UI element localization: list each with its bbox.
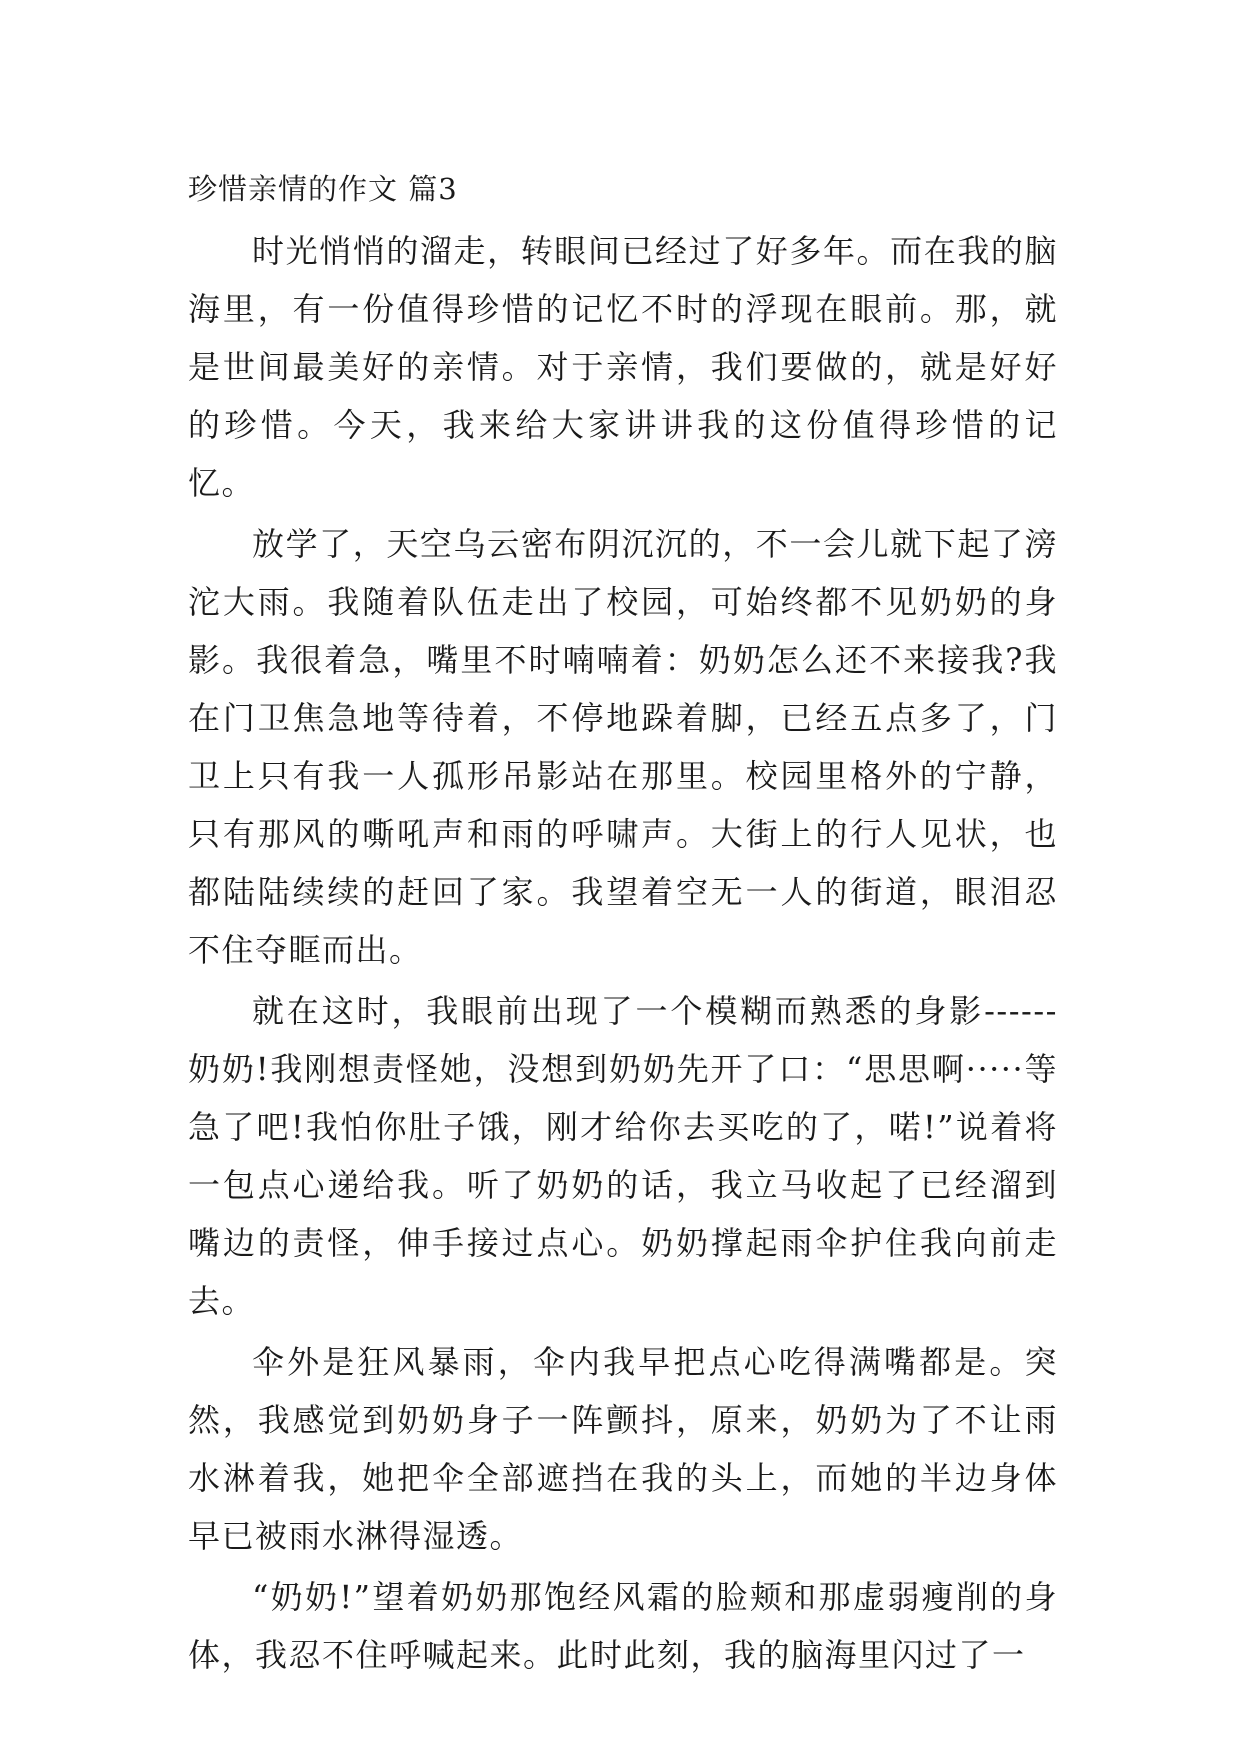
paragraph-2: 放学了，天空乌云密布阴沉沉的，不一会儿就下起了滂沱大雨。我随着队伍走出了校园，可始终都不见奶奶的身影。我很着急，嘴里不时喃喃着：奶奶怎么还不来接我?我在门卫焦急地等待着，不停地跺着脚，已经五点多了，门卫上只有我一人孤形吊影站在那里。校园里格外的宁静，只有那风的嘶吼声和雨的呼啸声。大街上的行人见状，也都陆陆续续的赶回了家。我望着空无一人的街道，眼泪忍不住夺眶而出。 bbox=[188, 525, 1058, 969]
document-page bbox=[188, 160, 1058, 1687]
paragraph-3: 就在这时，我眼前出现了一个模糊而熟悉的身影------奶奶!我刚想责怪她，没想到奶奶先开了口：“思思啊·····等急了吧!我怕你肚子饿，刚才给你去买吃的了，喏!”说着将一包点心递给我。听了奶奶的话，我立马收起了已经溜到嘴边的责怪，伸手接过点心。奶奶撑起雨伞护住我向前走去。 bbox=[188, 992, 1058, 1320]
paragraph-5: “奶奶!”望着奶奶那饱经风霜的脸颊和那虚弱瘦削的身体，我忍不住呼喊起来。此时此刻，我的脑海里闪过了一 bbox=[188, 1578, 1058, 1674]
paragraph-1: 时光悄悄的溜走，转眼间已经过了好多年。而在我的脑海里，有一份值得珍惜的记忆不时的浮现在眼前。那，就是世间最美好的亲情。对于亲情，我们要做的，就是好好的珍惜。今天，我来给大家讲讲我的这份值得珍惜的记忆。 bbox=[188, 232, 1058, 502]
essay-title: 珍惜亲情的作文 篇3 bbox=[188, 172, 458, 206]
paragraph-4: 伞外是狂风暴雨，伞内我早把点心吃得满嘴都是。突然，我感觉到奶奶身子一阵颤抖，原来，奶奶为了不让雨水淋着我，她把伞全部遮挡在我的头上，而她的半边身体早已被雨水淋得湿透。 bbox=[188, 1343, 1058, 1555]
